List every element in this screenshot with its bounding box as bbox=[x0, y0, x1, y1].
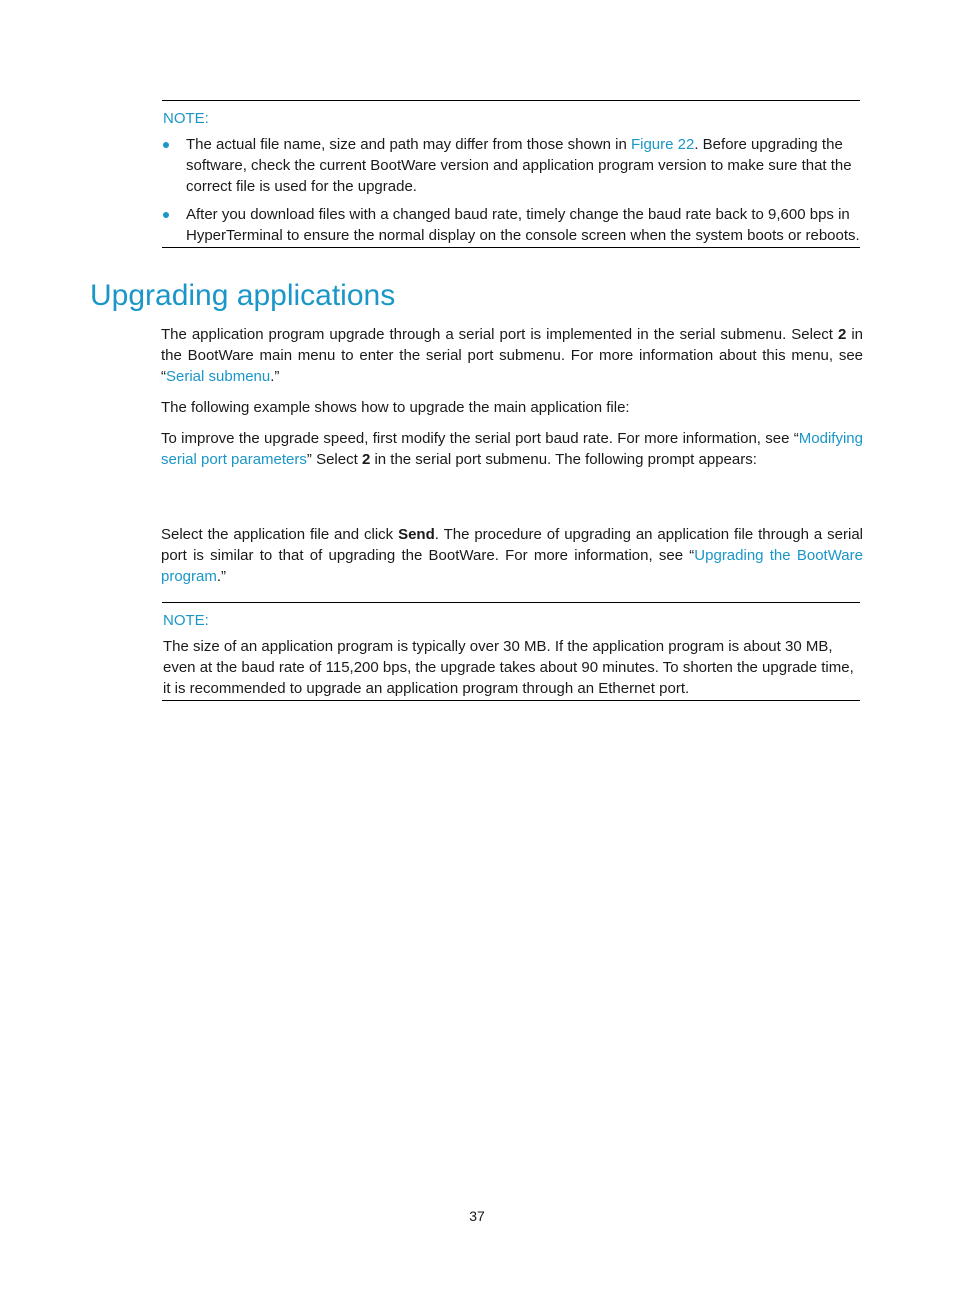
modifying-serial-port-parameters-link[interactable]: Modifying serial port parameters bbox=[161, 430, 863, 468]
note-label: NOTE: bbox=[163, 110, 209, 127]
upgrading-bootware-link[interactable]: Upgrading the BootWare program bbox=[161, 547, 863, 585]
note-label: NOTE: bbox=[163, 612, 209, 629]
note-list bbox=[162, 134, 860, 246]
page-number: 37 bbox=[469, 1208, 485, 1224]
figure-22-link[interactable]: Figure 22 bbox=[630, 136, 695, 153]
paragraph-example: The following example shows how to upgrade the main application file: bbox=[161, 399, 630, 416]
serial-submenu-link[interactable]: Serial submenu bbox=[166, 368, 271, 385]
note-item: The actual file name, size and path may differ from those shown in Figure 22. Before upgrading the software, check the current BootWare version and application program version to make sure that the correct file is used for the upgrade. bbox=[162, 134, 860, 197]
paragraph-baud-rate: To improve the upgrade speed, first modify the serial port baud rate. For more information, see “Modifying serial port parameters” Select 2 in the serial port submenu. The following prompt appears: bbox=[161, 430, 863, 468]
note-item: After you download files with a changed baud rate, timely change the baud rate back to 9,600 bps in HyperTerminal to ensure the normal display on the console screen when the system boots or reboots. bbox=[162, 204, 860, 246]
note-box-2 bbox=[162, 602, 860, 701]
bullet-icon bbox=[163, 212, 169, 218]
note-box-1 bbox=[162, 100, 860, 248]
section-title: Upgrading applications bbox=[90, 279, 396, 312]
paragraph-intro: The application program upgrade through a serial port is implemented in the serial submenu. Select 2 in the BootWare main menu to enter the serial port submenu. For more information about this menu, see “Serial submenu.” bbox=[161, 326, 863, 385]
note-text: The size of an application program is typically over 30 MB. If the application program is about 30 MB, even at the baud rate of 115,200 bps, the upgrade takes about 90 minutes. To shorten the upgrade time, it is recommended to upgrade an application program through an Ethernet port. bbox=[163, 638, 854, 697]
paragraph-send: Select the application file and click Send. The procedure of upgrading an application file through a serial port is similar to that of upgrading the BootWare. For more information, see “Upgrading the BootWare program.” bbox=[161, 526, 863, 585]
bullet-icon bbox=[163, 142, 169, 148]
